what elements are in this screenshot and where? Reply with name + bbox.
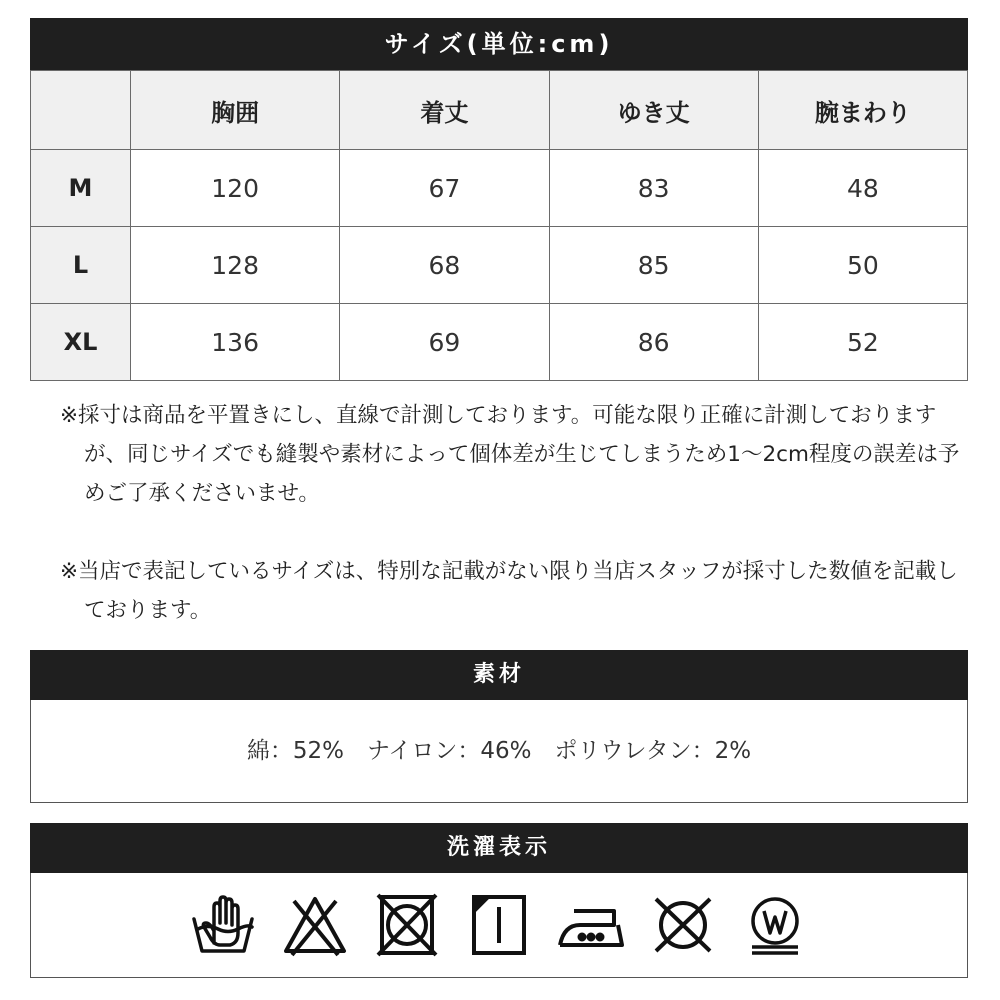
size-table xyxy=(30,70,968,381)
row-size-label: XL xyxy=(31,304,131,381)
table-row xyxy=(31,150,968,227)
note-text: ※当店で表記しているサイズは、特別な記載がない限り当店スタッフが採寸した数値を記載しております。 xyxy=(60,559,958,623)
hand-wash-icon xyxy=(188,893,258,957)
table-header-row xyxy=(31,71,968,150)
table-cell: 52 xyxy=(758,304,967,381)
care-section-title: 洗濯表示 xyxy=(30,823,968,873)
table-cell: 120 xyxy=(131,150,340,227)
header-length: 着丈 xyxy=(340,71,549,150)
table-cell: 48 xyxy=(758,150,967,227)
material-section-title: 素材 xyxy=(30,650,968,700)
no-bleach-icon xyxy=(280,893,350,957)
table-cell: 83 xyxy=(549,150,758,227)
table-cell: 67 xyxy=(340,150,549,227)
size-source-note xyxy=(60,552,960,630)
note-text: ※採寸は商品を平置きにし、直線で計測しております。可能な限り正確に計測しておりますが、同じサイズでも縫製や素材によって個体差が生じてしまうため1～2cm程度の誤差は予めご了承くださいませ。 xyxy=(60,403,960,506)
material-box xyxy=(30,700,968,803)
header-arm: 腕まわり xyxy=(758,71,967,150)
row-size-label: M xyxy=(31,150,131,227)
header-sleeve: ゆき丈 xyxy=(549,71,758,150)
drip-dry-shade-icon xyxy=(464,893,534,957)
table-cell: 68 xyxy=(340,227,549,304)
table-cell: 85 xyxy=(549,227,758,304)
no-tumble-dry-icon xyxy=(372,893,442,957)
corner-cell xyxy=(31,71,131,150)
material-text: 綿：52% ナイロン：46% ポリウレタン：2% xyxy=(246,738,752,764)
table-cell: 69 xyxy=(340,304,549,381)
row-size-label: L xyxy=(31,227,131,304)
care-box xyxy=(30,873,968,978)
no-dry-clean-icon xyxy=(648,893,718,957)
table-cell: 86 xyxy=(549,304,758,381)
table-cell: 128 xyxy=(131,227,340,304)
size-section-title: サイズ(単位:cm) xyxy=(30,18,968,70)
table-cell: 50 xyxy=(758,227,967,304)
iron-low-icon xyxy=(556,893,626,957)
table-row xyxy=(31,227,968,304)
table-cell: 136 xyxy=(131,304,340,381)
care-icons xyxy=(31,893,967,957)
table-row xyxy=(31,304,968,381)
measurement-note xyxy=(60,396,960,513)
header-chest: 胸囲 xyxy=(131,71,340,150)
wet-clean-icon xyxy=(740,893,810,957)
